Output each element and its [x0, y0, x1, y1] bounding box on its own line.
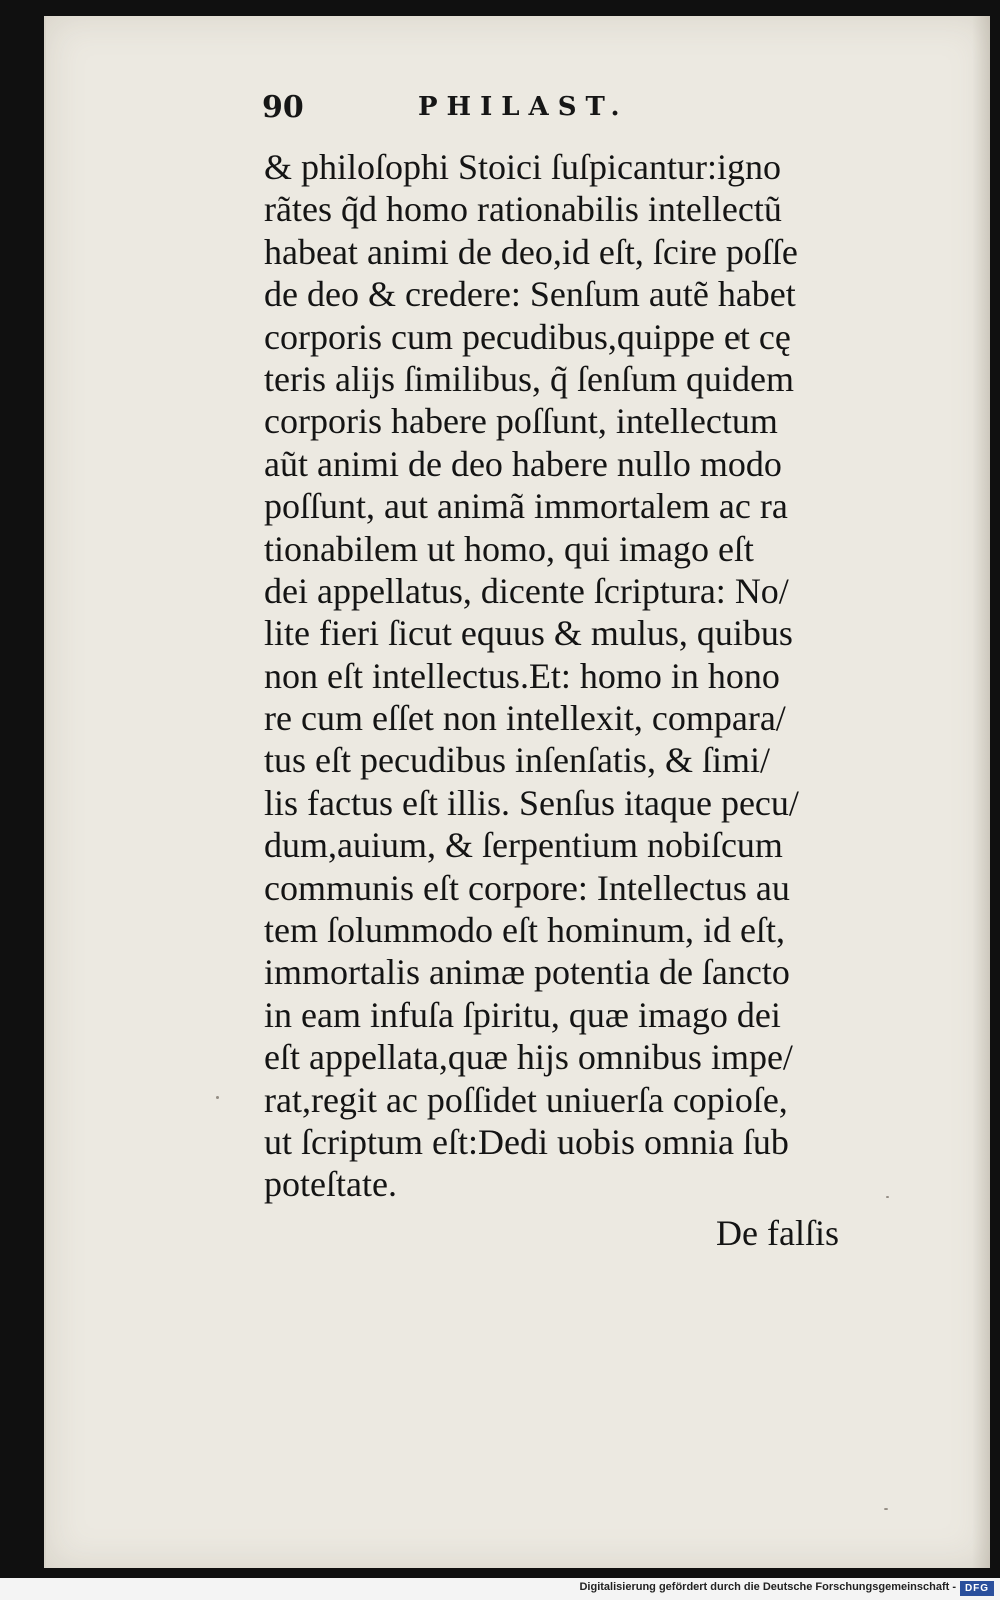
text-line: poſſunt, aut animã immortalem ac ra: [264, 486, 788, 527]
text-line: immortalis animæ potentia de ſancto: [264, 952, 790, 993]
folio-number: 90: [262, 90, 304, 125]
page-header: [262, 86, 862, 130]
text-line: aũt animi de deo habere nullo modo: [264, 443, 782, 484]
text-line: corporis habere poſſunt, intellectum: [264, 401, 778, 442]
funding-credit: Digitalisierung gefördert durch die Deutsche Forschungsgemeinschaft -: [579, 1581, 956, 1593]
text-line: tem ſolummodo eſt hominum, id eſt,: [264, 910, 785, 951]
paper-speck: [886, 1196, 889, 1198]
text-line: tionabilem ut homo, qui imago eſt: [264, 528, 754, 569]
paper-speck: [216, 1096, 219, 1099]
page-edge-shadow: [972, 16, 990, 1568]
text-line: lite fieri ſicut equus & mulus, quibus: [264, 613, 793, 654]
text-line: in eam infuſa ſpiritu, quæ imago dei: [264, 994, 781, 1035]
text-line: rãtes q̃d homo rationabilis intellectũ: [264, 189, 782, 230]
text-line: teris alijs ſimilibus, q̃ ſenſum quidem: [264, 358, 794, 399]
running-head: PHILAST.: [418, 92, 629, 122]
dfg-logo: DFG: [960, 1581, 994, 1596]
footer-bar: [0, 1578, 1000, 1600]
text-line: & philoſophi Stoici ſuſpicantur:igno: [264, 147, 781, 187]
text-line: dum,auium, & ſerpentium nobiſcum: [264, 825, 783, 866]
text-line: ut ſcriptum eſt:Dedi uobis omnia ſub: [264, 1121, 789, 1162]
text-line: poteſtate.: [264, 1164, 397, 1205]
text-line: tus eſt pecudibus inſenſatis, & ſimi/: [264, 740, 770, 781]
text-line: habeat animi de deo,id eſt, ſcire poſſe: [264, 231, 798, 272]
text-line: corporis cum pecudibus,quippe et cę: [264, 316, 791, 357]
catchword: De falſis: [716, 1213, 839, 1253]
text-line: communis eſt corpore: Intellectus au: [264, 867, 790, 908]
text-line: re cum eſſet non intellexit, compara/: [264, 698, 786, 739]
text-line: dei appellatus, dicente ſcriptura: No/: [264, 570, 789, 611]
body-text: [264, 146, 884, 1206]
text-line: eſt appellata,quæ hijs omnibus impe/: [264, 1037, 793, 1078]
paper-speck: [884, 1508, 888, 1510]
text-line: de deo & credere: Senſum autẽ habet: [264, 274, 796, 315]
text-line: rat,regit ac poſſidet uniuerſa copioſe,: [264, 1079, 788, 1120]
text-line: lis factus eſt illis. Senſus itaque pecu/: [264, 782, 799, 823]
text-line: non eſt intellectus.Et: homo in hono: [264, 655, 780, 696]
